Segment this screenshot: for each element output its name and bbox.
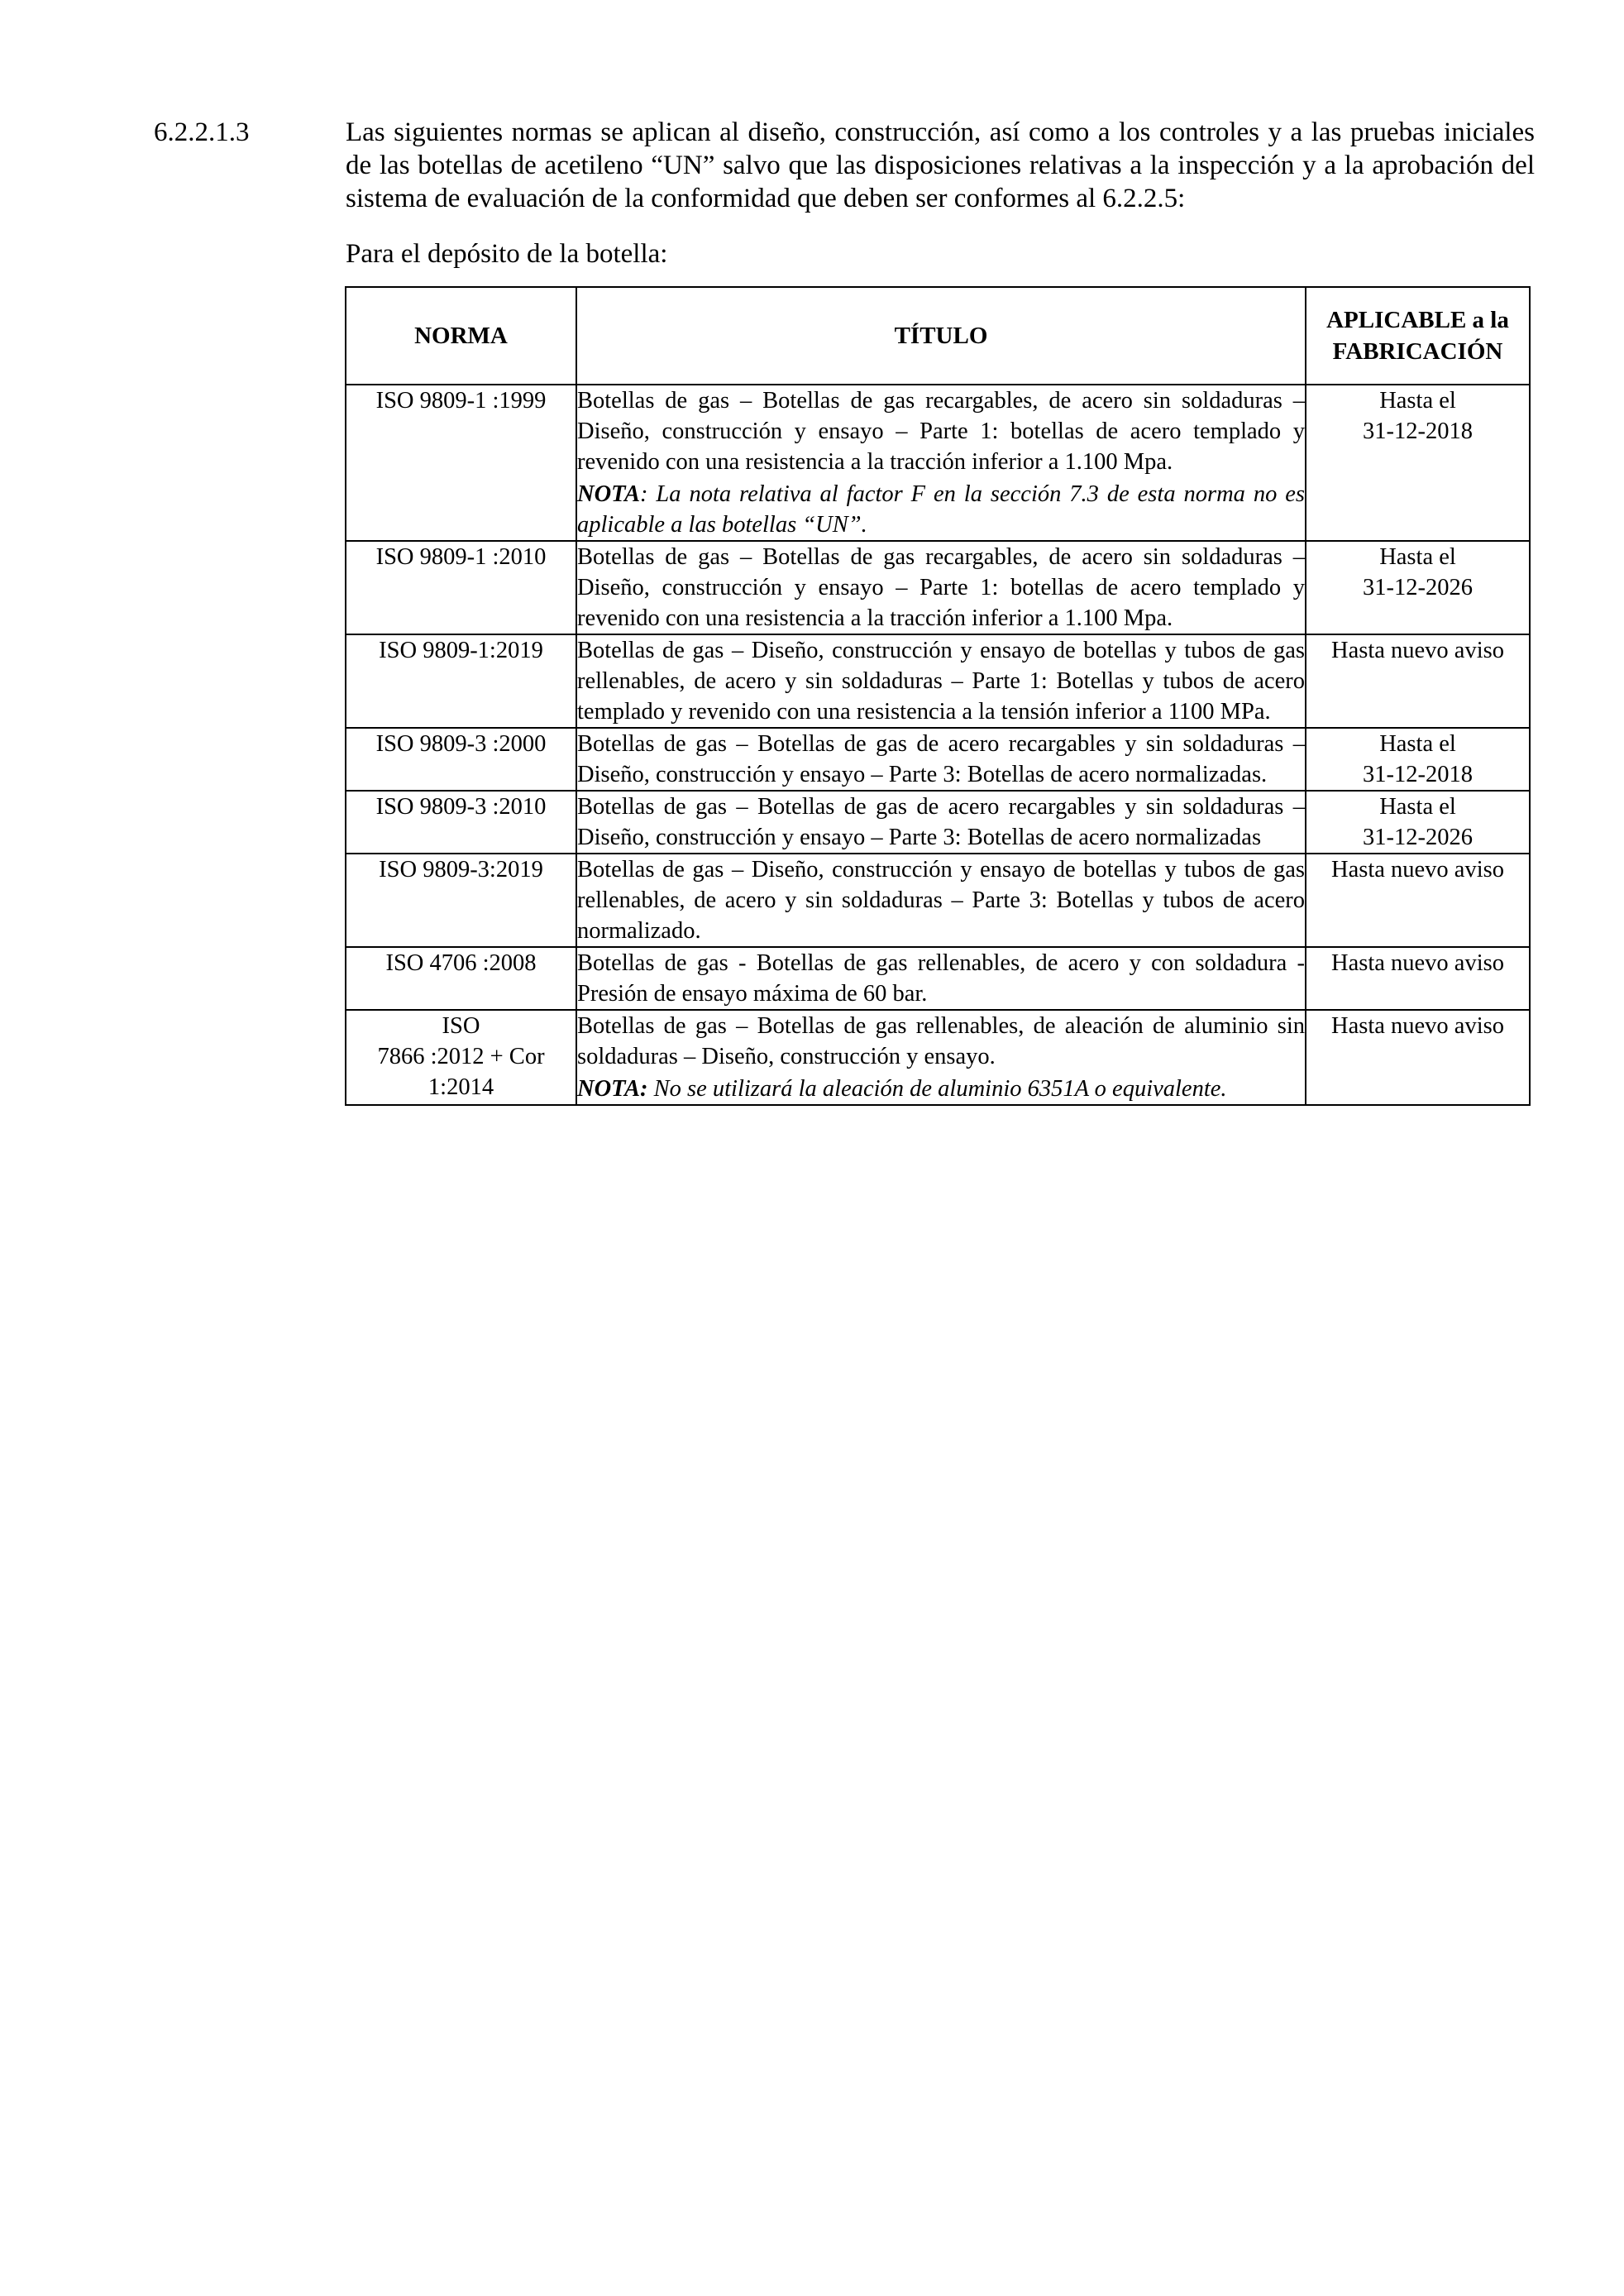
aplicable-line1: Hasta el	[1379, 388, 1456, 414]
norma-cell: ISO 9809-3 :2000	[346, 728, 576, 791]
norma-cell: ISO 4706 :2008	[346, 947, 576, 1010]
table-caption: Para el depósito de la botella:	[346, 239, 668, 269]
aplicable-line1: Hasta nuevo aviso	[1331, 638, 1504, 663]
titulo-text: Botellas de gas – Botellas de gas de acero recargables y sin soldaduras – Diseño, construcción y ensayo – Parte 3: Botellas de acero normalizadas.	[577, 731, 1305, 787]
standards-table	[345, 286, 1531, 1106]
norma-line2: 7866 :2012 + Cor	[377, 1044, 545, 1069]
aplicable-line1: Hasta nuevo aviso	[1331, 1013, 1504, 1039]
table-header-row	[346, 287, 1530, 385]
titulo-text: Botellas de gas – Botellas de gas recargables, de acero sin soldaduras – Diseño, construcción y ensayo – Parte 1: botellas de acero templado y revenido con una resistencia a la tracción inferior a 1.100 Mpa.	[577, 544, 1305, 631]
norma-cell: ISO 9809-1 :1999	[346, 385, 576, 541]
aplicable-line2: 31-12-2026	[1363, 575, 1473, 600]
section-number: 6.2.2.1.3	[154, 117, 250, 147]
norma-cell: ISO 9809-1:2019	[346, 634, 576, 728]
aplicable-cell	[1306, 728, 1530, 791]
titulo-cell	[576, 385, 1306, 541]
table-row	[346, 385, 1530, 541]
aplicable-cell	[1306, 385, 1530, 541]
table-row	[346, 541, 1530, 634]
titulo-cell	[576, 541, 1306, 634]
header-norma: NORMA	[346, 287, 576, 385]
titulo-text: Botellas de gas – Botellas de gas de acero recargables y sin soldaduras – Diseño, construcción y ensayo – Parte 3: Botellas de acero normalizadas	[577, 794, 1305, 850]
titulo-cell	[576, 947, 1306, 1010]
aplicable-line2: 31-12-2018	[1363, 762, 1473, 787]
norma-cell: ISO 9809-3:2019	[346, 854, 576, 947]
aplicable-cell	[1306, 791, 1530, 854]
nota-label: NOTA:	[577, 1076, 648, 1102]
aplicable-line1: Hasta el	[1379, 794, 1456, 820]
aplicable-cell	[1306, 1010, 1530, 1105]
table-row	[346, 728, 1530, 791]
header-aplicable-line1: APLICABLE a la	[1326, 307, 1509, 333]
norma-cell: ISO 9809-1 :2010	[346, 541, 576, 634]
titulo-cell	[576, 1010, 1306, 1105]
aplicable-cell	[1306, 634, 1530, 728]
aplicable-line1: Hasta el	[1379, 544, 1456, 570]
aplicable-line1: Hasta nuevo aviso	[1331, 950, 1504, 976]
header-aplicable	[1306, 287, 1530, 385]
header-titulo: TÍTULO	[576, 287, 1306, 385]
aplicable-cell	[1306, 541, 1530, 634]
table-row	[346, 634, 1530, 728]
aplicable-line2: 31-12-2026	[1363, 825, 1473, 850]
table-row	[346, 947, 1530, 1010]
titulo-text: Botellas de gas - Botellas de gas rellenables, de acero y con soldadura - Presión de ensayo máxima de 60 bar.	[577, 950, 1305, 1007]
nota-text: : La nota relativa al factor F en la sección 7.3 de esta norma no es aplicable a las botellas “UN”.	[577, 481, 1305, 538]
header-aplicable-line2: FABRICACIÓN	[1332, 338, 1503, 365]
table-row	[346, 854, 1530, 947]
aplicable-cell	[1306, 947, 1530, 1010]
nota	[577, 1074, 1305, 1104]
nota-label: NOTA	[577, 481, 641, 507]
norma-line1: ISO	[442, 1013, 480, 1039]
norma-cell: ISO 9809-3 :2010	[346, 791, 576, 854]
titulo-cell	[576, 854, 1306, 947]
aplicable-line1: Hasta nuevo aviso	[1331, 857, 1504, 883]
norma-line3: 1:2014	[427, 1074, 494, 1100]
titulo-cell	[576, 634, 1306, 728]
titulo-cell	[576, 728, 1306, 791]
aplicable-cell	[1306, 854, 1530, 947]
titulo-text: Botellas de gas – Diseño, construcción y ensayo de botellas y tubos de gas rellenables, de acero y sin soldaduras – Parte 1: Botellas y tubos de acero templado y revenido con una resistencia a la tensión inferior a 1100 MPa.	[577, 638, 1305, 725]
table-row	[346, 1010, 1530, 1105]
aplicable-line2: 31-12-2018	[1363, 419, 1473, 444]
section-paragraph: Las siguientes normas se aplican al diseño, construcción, así como a los controles y a las pruebas iniciales de las botellas de acetileno “UN” salvo que las disposiciones relativas a la inspección y a la aprobación del sistema de evaluación de la conformidad que deben ser conformes al 6.2.2.5:	[346, 117, 1535, 213]
titulo-text: Botellas de gas – Diseño, construcción y ensayo de botellas y tubos de gas rellenables, de acero y sin soldaduras – Parte 3: Botellas y tubos de acero normalizado.	[577, 857, 1305, 944]
nota-text: No se utilizará la aleación de aluminio 6351A o equivalente.	[647, 1076, 1227, 1102]
titulo-cell	[576, 791, 1306, 854]
aplicable-line1: Hasta el	[1379, 731, 1456, 757]
table-row	[346, 791, 1530, 854]
titulo-text: Botellas de gas – Botellas de gas rellenables, de aleación de aluminio sin soldaduras – Diseño, construcción y ensayo.	[577, 1013, 1305, 1069]
titulo-text: Botellas de gas – Botellas de gas recargables, de acero sin soldaduras – Diseño, construcción y ensayo – Parte 1: botellas de acero templado y revenido con una resistencia a la tracción inferior a 1.100 Mpa.	[577, 388, 1305, 475]
nota	[577, 479, 1305, 540]
norma-cell	[346, 1010, 576, 1105]
